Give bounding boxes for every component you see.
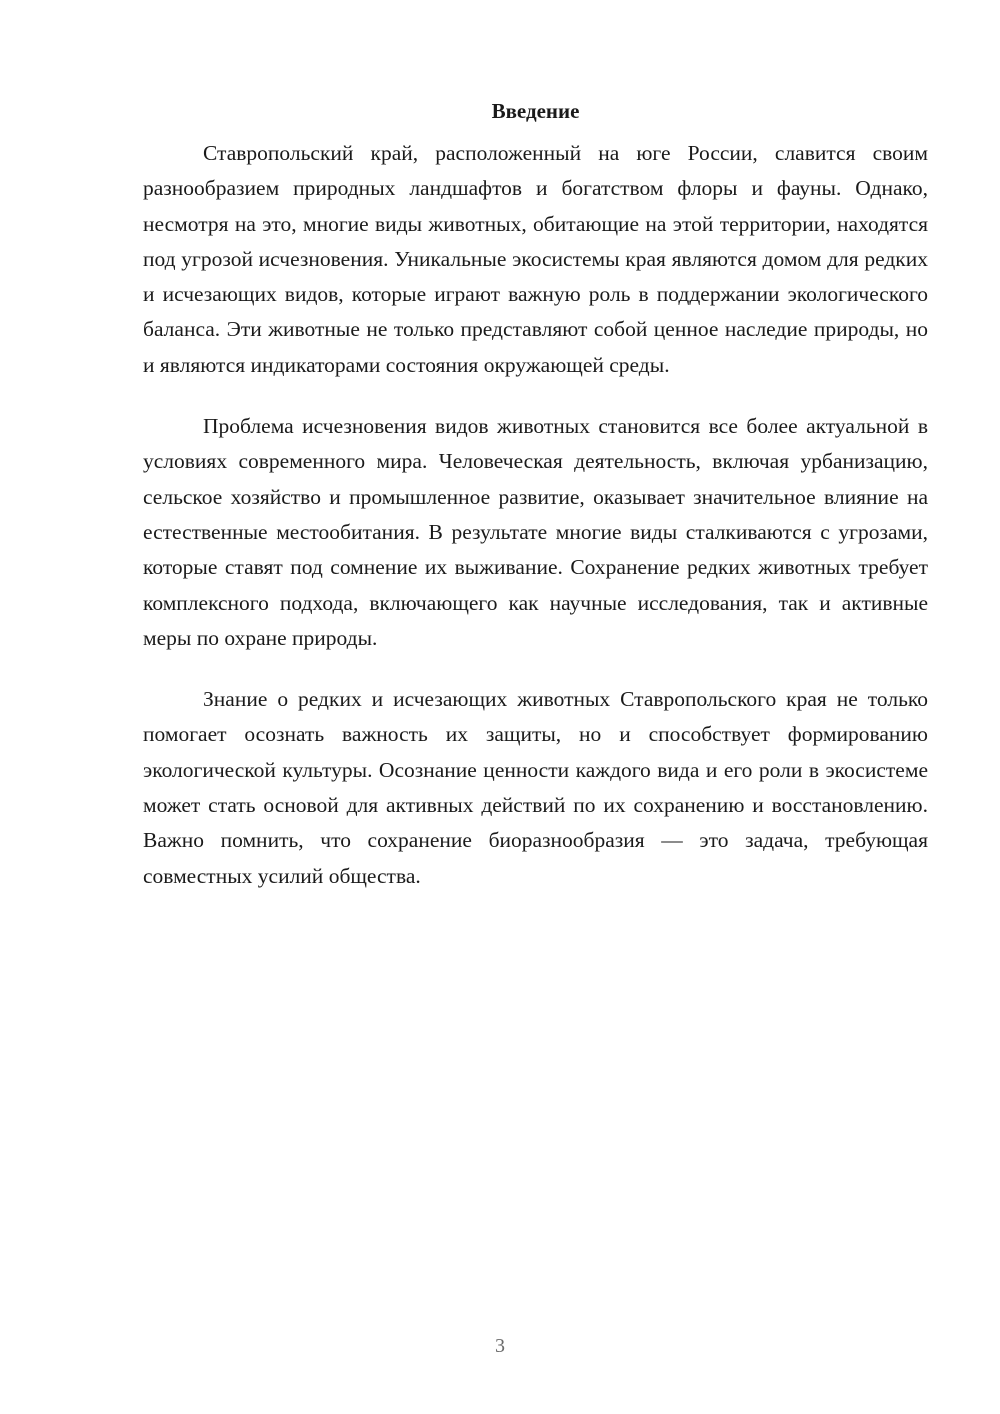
section-heading: Введение bbox=[491, 99, 580, 123]
page-content bbox=[143, 96, 928, 920]
page-number: 3 bbox=[495, 1335, 505, 1357]
paragraph-1: Ставропольский край, расположенный на юге России, славится своим разнообразием природных ландшафтов и богатством флоры и фауны. Однако, несмотря на это, многие виды животных, обитающие на этой территории, находятся под угрозой исчезновения. Уникальные экосистемы края являются домом для редких и исчезающих видов, которые играют важную роль в поддержании экологического баланса. Эти животные не только представляют собой ценное наследие природы, но и являются индикаторами состояния окружающей среды. bbox=[143, 141, 928, 377]
paragraph-3: Знание о редких и исчезающих животных Ставропольского края не только помогает осознать важность их защиты, но и способствует формированию экологической культуры. Осознание ценности каждого вида и его роли в экосистеме может стать основой для активных действий по их сохранению и восстановлению. Важно помнить, что сохранение биоразнообразия — это задача, требующая совместных усилий общества. bbox=[143, 687, 928, 888]
paragraph-2: Проблема исчезновения видов животных становится все более актуальной в условиях современного мира. Человеческая деятельность, включая урбанизацию, сельское хозяйство и промышленное развитие, оказывает значительное влияние на естественные местообитания. В результате многие виды сталкиваются с угрозами, которые ставят под сомнение их выживание. Сохранение редких животных требует комплексного подхода, включающего как научные исследования, так и активные меры по охране природы. bbox=[143, 414, 928, 650]
